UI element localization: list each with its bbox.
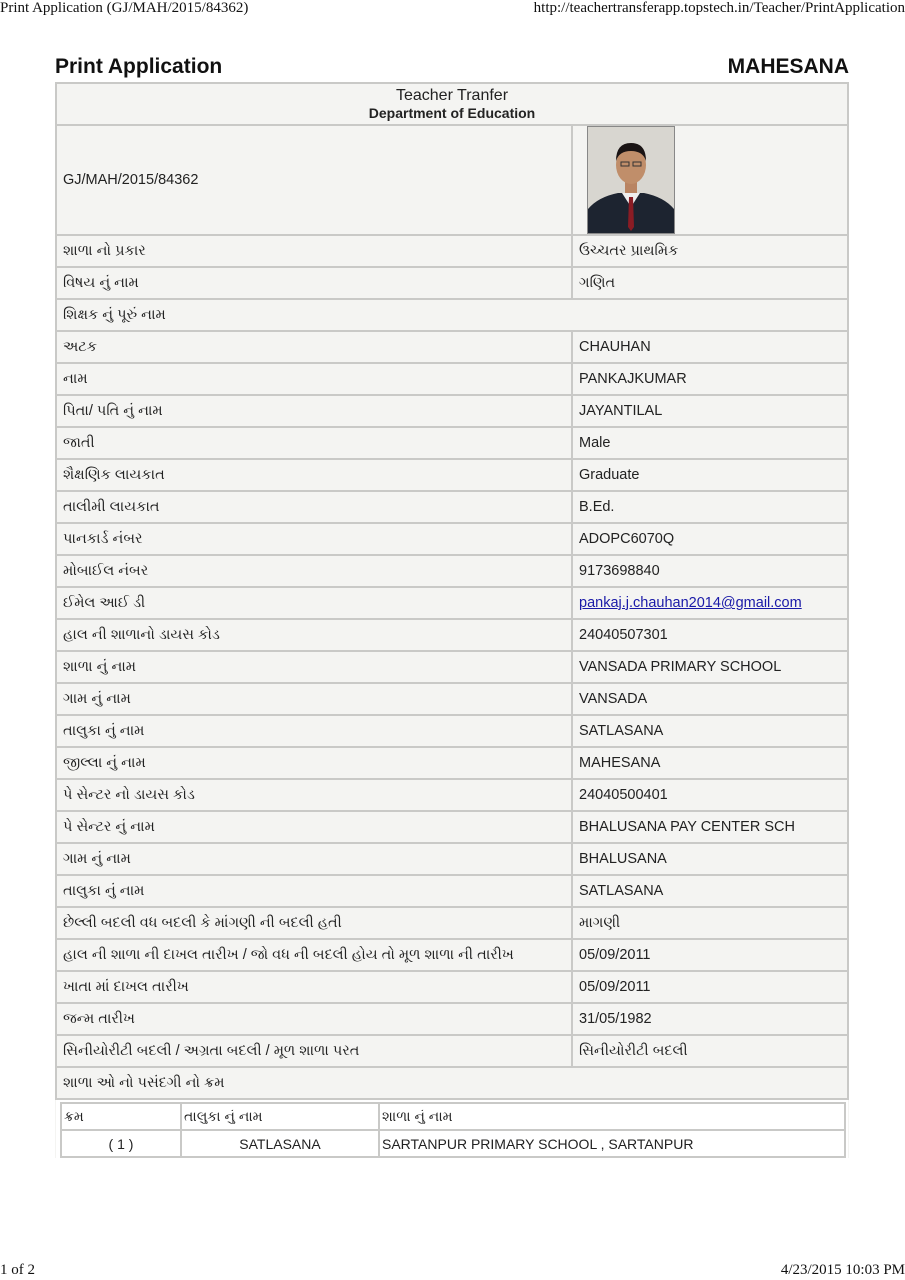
field-value: BHALUSANA PAY CENTER SCH — [572, 811, 848, 843]
field-row — [56, 395, 848, 427]
field-row — [56, 747, 848, 779]
application-table — [55, 82, 849, 1158]
field-row — [56, 1003, 848, 1035]
preference-heading-row — [56, 1067, 848, 1099]
field-label: હાલ ની શાળાનો ડાયસ કોડ — [56, 619, 572, 651]
field-label: ખાતા માં દાખલ તારીખ — [56, 971, 572, 1003]
field-label: અટક — [56, 331, 572, 363]
preference-header-row — [61, 1103, 845, 1130]
field-label: છેલ્લી બદલી વધ બદલી કે માંગણી ની બદલી હતી — [56, 907, 572, 939]
field-row — [56, 683, 848, 715]
field-label: હાલ ની શાળા ની દાખલ તારીખ / જો વધ ની બદલી હોય તો મૂળ શાળા ની તારીખ — [56, 939, 572, 971]
col-header-order: ક્રમ — [61, 1103, 181, 1130]
browser-url: http://teachertransferapp.topstech.in/Teacher/PrintApplication — [533, 0, 905, 16]
field-row — [56, 491, 848, 523]
field-value: ઉચ્ચતર પ્રાથમિક — [572, 235, 848, 267]
preference-table — [60, 1102, 846, 1158]
field-label: જાતી — [56, 427, 572, 459]
field-value: માગણી — [572, 907, 848, 939]
field-row — [56, 811, 848, 843]
field-row — [56, 299, 848, 331]
field-label: નામ — [56, 363, 572, 395]
field-row — [56, 427, 848, 459]
field-value: 31/05/1982 — [572, 1003, 848, 1035]
field-row — [56, 875, 848, 907]
district-name: MAHESANA — [727, 55, 849, 78]
field-value: PANKAJKUMAR — [572, 363, 848, 395]
field-row — [56, 843, 848, 875]
field-label: પિતા/ પતિ નું નામ — [56, 395, 572, 427]
field-value: સિનીયોરીટી બદલી — [572, 1035, 848, 1067]
field-row — [56, 363, 848, 395]
field-value: ગણિત — [572, 267, 848, 299]
field-row — [56, 1035, 848, 1067]
field-row — [56, 907, 848, 939]
field-row — [56, 651, 848, 683]
field-label: પાનકાર્ડ નંબર — [56, 523, 572, 555]
field-value: 24040500401 — [572, 779, 848, 811]
field-label: શાળા નો પ્રકાર — [56, 235, 572, 267]
field-label: ઈમેલ આઈ ડી — [56, 587, 572, 619]
field-label: શિક્ષક નું પૂરું નામ — [56, 299, 848, 331]
field-label: શૈક્ષણિક લાયકાત — [56, 459, 572, 491]
preference-taluka: SATLASANA — [181, 1130, 379, 1157]
preference-order: ( 1 ) — [61, 1130, 181, 1157]
field-label: મોબાઈલ નંબર — [56, 555, 572, 587]
field-row — [56, 587, 848, 619]
form-header-row — [56, 83, 848, 125]
form-header — [56, 83, 848, 125]
page-title: Print Application — [55, 55, 223, 78]
field-value: VANSADA PRIMARY SCHOOL — [572, 651, 848, 683]
field-label: તાલુકા નું નામ — [56, 715, 572, 747]
field-value: SATLASANA — [572, 875, 848, 907]
preference-school: SARTANPUR PRIMARY SCHOOL , SARTANPUR — [379, 1130, 845, 1157]
print-datetime: 4/23/2015 10:03 PM — [780, 1262, 905, 1278]
field-label: તાલુકા નું નામ — [56, 875, 572, 907]
field-value — [572, 587, 848, 619]
field-value: CHAUHAN — [572, 331, 848, 363]
preference-row — [61, 1130, 845, 1157]
field-label: ગામ નું નામ — [56, 683, 572, 715]
field-value: JAYANTILAL — [572, 395, 848, 427]
field-value: Male — [572, 427, 848, 459]
field-value: ADOPC6070Q — [572, 523, 848, 555]
field-value: VANSADA — [572, 683, 848, 715]
field-row — [56, 331, 848, 363]
field-row — [56, 715, 848, 747]
field-value: 9173698840 — [572, 555, 848, 587]
field-label: તાલીમી લાયકાત — [56, 491, 572, 523]
field-row — [56, 459, 848, 491]
field-value: BHALUSANA — [572, 843, 848, 875]
preference-table-row — [56, 1099, 848, 1158]
field-label: સિનીયોરીટી બદલી / અગ્રતા બદલી / મૂળ શાળા પરત — [56, 1035, 572, 1067]
field-value: SATLASANA — [572, 715, 848, 747]
field-label: વિષય નું નામ — [56, 267, 572, 299]
browser-page-title: Print Application (GJ/MAH/2015/84362) — [0, 0, 249, 16]
preference-heading: શાળા ઓ નો પસંદગી નો ક્રમ — [56, 1067, 848, 1099]
field-value: Graduate — [572, 459, 848, 491]
field-value: B.Ed. — [572, 491, 848, 523]
field-label: જન્મ તારીખ — [56, 1003, 572, 1035]
field-value: 05/09/2011 — [572, 939, 848, 971]
field-value: 24040507301 — [572, 619, 848, 651]
field-row — [56, 939, 848, 971]
col-header-school: શાળા નું નામ — [379, 1103, 845, 1130]
field-label: શાળા નું નામ — [56, 651, 572, 683]
field-value: 05/09/2011 — [572, 971, 848, 1003]
field-value: MAHESANA — [572, 747, 848, 779]
form-subheading: Department of Education — [368, 105, 536, 121]
page-number: 1 of 2 — [0, 1262, 35, 1278]
field-label: પે સેન્ટર નો ડાયસ કોડ — [56, 779, 572, 811]
application-id-row — [56, 125, 848, 235]
field-label: જીલ્લા નું નામ — [56, 747, 572, 779]
photo-cell — [572, 125, 848, 235]
email-link[interactable]: pankaj.j.chauhan2014@gmail.com — [579, 595, 802, 611]
field-label: ગામ નું નામ — [56, 843, 572, 875]
form-heading: Teacher Tranfer — [395, 87, 509, 104]
field-row — [56, 555, 848, 587]
field-row — [56, 267, 848, 299]
field-row — [56, 619, 848, 651]
col-header-taluka: તાલુકા નું નામ — [181, 1103, 379, 1130]
teacher-photo — [587, 126, 675, 234]
field-row — [56, 971, 848, 1003]
field-row — [56, 523, 848, 555]
field-label: પે સેન્ટર નું નામ — [56, 811, 572, 843]
application-id: GJ/MAH/2015/84362 — [56, 125, 572, 235]
field-row — [56, 235, 848, 267]
field-row — [56, 779, 848, 811]
